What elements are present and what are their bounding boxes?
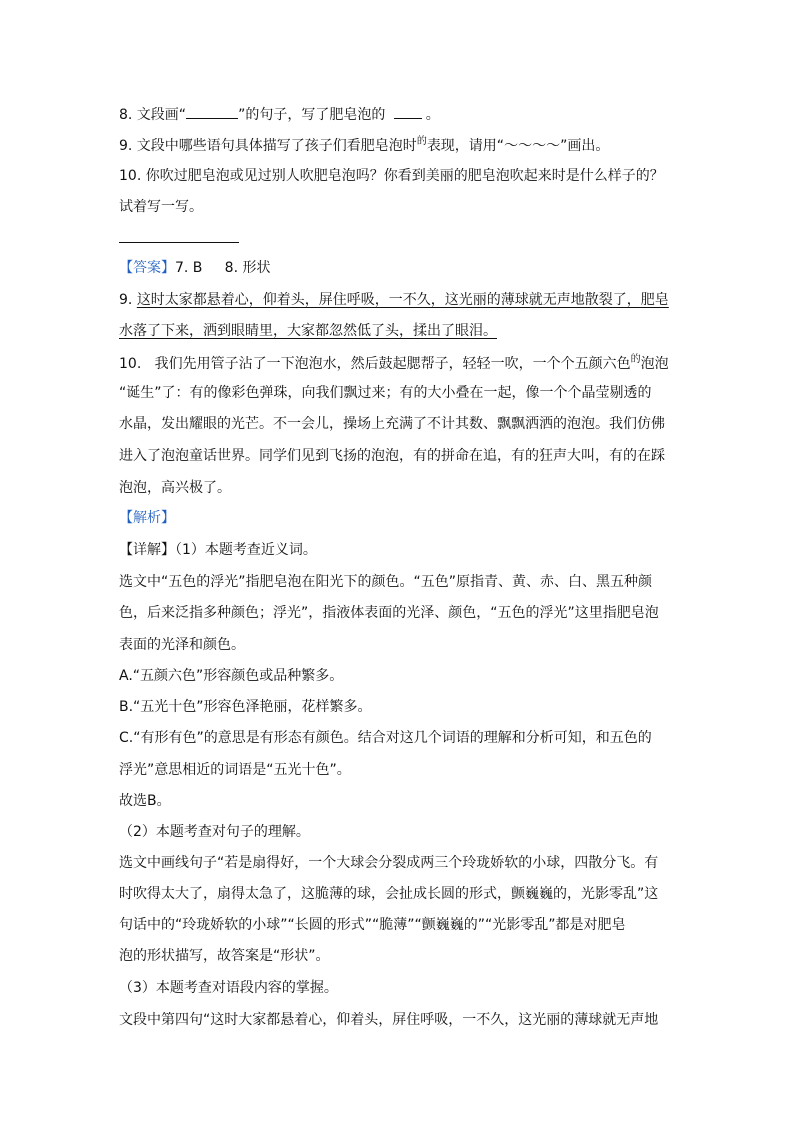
answer-9-cont: 水落了下来，洒到眼睛里，大家都忽然低了头，揉出了眼泪。 xyxy=(119,323,497,339)
question-10: 10. 你吹过肥皂泡或见过别人吹肥皂泡吗？你看到美丽的肥皂泡吹起来时是什么样子的？ xyxy=(119,168,664,184)
question-8: 8. 文段画“ ”的句子，写了肥皂泡的 。 xyxy=(119,104,440,125)
analysis-line: 泡的形状描写，故答案是“形状”。 xyxy=(119,948,330,964)
part-3-header: （3）本题考查对语段内容的掌握。 xyxy=(119,980,338,996)
question-10-cont: 试着写一写。 xyxy=(119,199,203,215)
part-2-header: （2）本题考查对句子的理解。 xyxy=(119,824,310,840)
analysis-line: 句话中的“玲珑娇软的小球”“长圆的形式”“脆薄”“颤巍巍的”“光影零乱”都是对肥皂 xyxy=(119,917,626,933)
analysis-line: 选文中“五色的浮光”指肥皂泡在阳光下的颜色。“五色”原指青、黄、赤、白、黑五种颜 xyxy=(119,574,653,590)
answer-header: 【答案】7. B 8. 形状 xyxy=(119,260,271,276)
choice-statement: 故选B。 xyxy=(119,793,171,809)
analysis-line: 表面的光泽和颜色。 xyxy=(119,637,245,653)
detail-tag: 【详解】 xyxy=(119,542,175,558)
detail-header: 【详解】（1）本题考查近义词。 xyxy=(119,542,317,558)
analysis-line: 时吹得太大了，扇得太急了，这脆薄的球，会扯成长圆的形式，颤巍巍的，光影零乱”这 xyxy=(119,886,659,902)
answer-10: 10. 我们先用管子沾了一下泡泡水，然后鼓起腮帮子，轻轻一吹，一个个五颜六色$^的$泡泡 xyxy=(119,354,669,372)
separator-line xyxy=(119,242,239,243)
option-c: C.“有形有色”的意思是有形态有颜色。结合对这几个词语的理解和分析可知，和五色的 xyxy=(119,730,652,746)
answer-blank xyxy=(186,104,238,119)
answer-blank xyxy=(394,104,422,119)
option-b: B.“五光十色”形容色泽艳丽，花样繁多。 xyxy=(119,699,372,715)
answer-9: 9. 这时太家都悬着心，仰着头，屏住呼吸，一不久，这光丽的薄球就无声地散裂了，肥皂 xyxy=(119,292,669,308)
question-9: 9. 文段中哪些语句具体描写了孩子们看肥皂泡时$^的$表现，请用“～～～～”画出。 xyxy=(119,136,610,154)
answer-10-line: 泡泡，高兴极了。 xyxy=(119,480,231,496)
answer-10-line: “诞生”了：有的像彩色弹珠，向我们飘过来；有的大小叠在一起，像一个个晶莹剔透的 xyxy=(119,385,652,401)
answer-tag: 【答案】 xyxy=(119,260,175,276)
option-a: A.“五颜六色”形容颜色或品种繁多。 xyxy=(119,668,344,684)
answer-10-line: 水晶，发出耀眼的光芒。不一会儿，操场上充满了不计其数、飘飘洒洒的泡泡。我们仿佛 xyxy=(119,416,665,432)
analysis-line: 文段中第四句“这时大家都悬着心，仰着头，屏住呼吸，一不久，这光丽的薄球就无声地 xyxy=(119,1012,659,1028)
analysis-line: 选文中画线句子“若是扇得好，一个大球会分裂成两三个玲珑娇软的小球，四散分飞。有 xyxy=(119,855,659,871)
analysis-line: 色，后来泛指多种颜色；浮光”，指液体表面的光泽、颜色，“五色的浮光”这里指肥皂泡 xyxy=(119,605,659,621)
option-c-cont: 浮光”意思相近的词语是“五光十色”。 xyxy=(119,762,351,778)
analysis-tag: 【解析】 xyxy=(119,510,175,526)
answer-10-line: 进入了泡泡童话世界。同学们见到飞扬的泡泡，有的拼命在追，有的狂声大叫，有的在踩 xyxy=(119,448,665,464)
